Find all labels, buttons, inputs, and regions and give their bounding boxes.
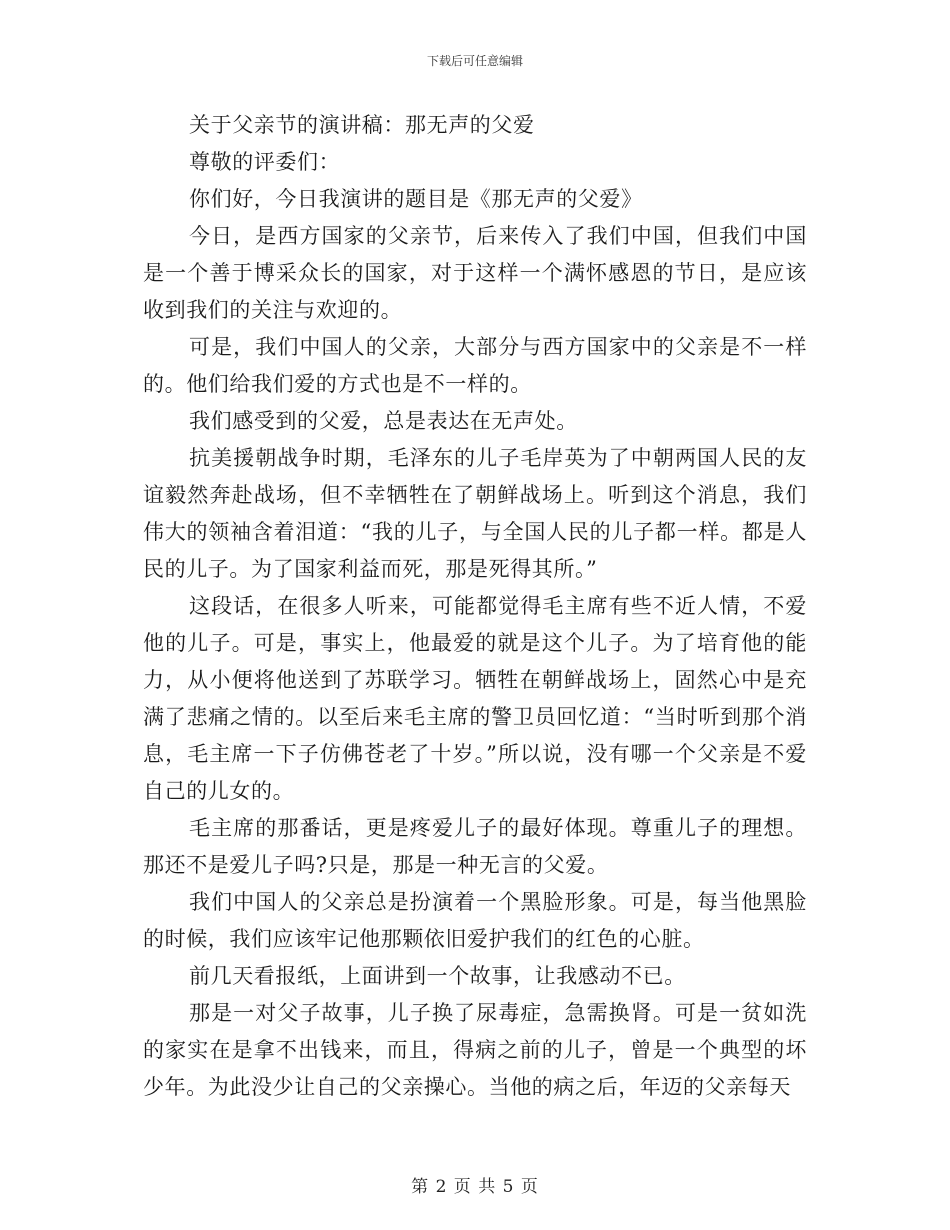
paragraph: 毛主席的那番话，更是疼爱儿子的最好体现。尊重儿子的理想。那还不是爱儿子吗?只是，那是一种无言的父爱。 <box>143 816 807 877</box>
paragraph: 我们感受到的父爱，总是表达在无声处。 <box>189 409 578 433</box>
document-body <box>143 107 807 1106</box>
paragraph: 我们中国人的父亲总是扮演着一个黑脸形象。可是，每当他黑脸的时候，我们应该牢记他那颗依旧爱护我们的红色的心脏。 <box>143 890 807 951</box>
document-title: 关于父亲节的演讲稿：那无声的父爱 <box>189 113 535 137</box>
paragraph: 那是一对父子故事，儿子换了尿毒症，急需换肾。可是一贫如洗的家实在是拿不出钱来，而且，得病之前的儿子，曾是一个典型的坏少年。为此没少让自己的父亲操心。当他的病之后，年迈的父亲每天 <box>143 1001 807 1099</box>
salutation: 尊敬的评委们： <box>189 150 341 174</box>
page-number: 第 2 页 共 5 页 <box>411 1177 539 1197</box>
paragraph: 抗美援朝战争时期，毛泽东的儿子毛岸英为了中朝两国人民的友谊毅然奔赴战场，但不幸牺牲在了朝鲜战场上。听到这个消息，我们伟大的领袖含着泪道：“我的儿子，与全国人民的儿子都一样。都是人民的儿子。为了国家利益而死，那是死得其所。” <box>143 446 807 581</box>
paragraph: 前几天看报纸，上面讲到一个故事，让我感动不已。 <box>189 964 686 988</box>
paragraph: 可是，我们中国人的父亲，大部分与西方国家中的父亲是不一样的。他们给我们爱的方式也是不一样的。 <box>143 335 807 396</box>
paragraph: 这段话，在很多人听来，可能都觉得毛主席有些不近人情，不爱他的儿子。可是，事实上，他最爱的就是这个儿子。为了培育他的能力，从小便将他送到了苏联学习。牺牲在朝鲜战场上，固然心中是充满了悲痛之情的。以至后来毛主席的警卫员回忆道：“当时听到那个消息，毛主席一下子仿佛苍老了十岁。”所以说，没有哪一个父亲是不爱自己的儿女的。 <box>143 594 807 803</box>
paragraph: 你们好，今日我演讲的题目是《那无声的父爱》 <box>189 187 643 211</box>
paragraph: 今日，是西方国家的父亲节，后来传入了我们中国，但我们中国是一个善于博采众长的国家，对于这样一个满怀感恩的节日，是应该收到我们的关注与欢迎的。 <box>143 224 807 322</box>
page-header-note: 下载后可任意编辑 <box>426 54 523 68</box>
